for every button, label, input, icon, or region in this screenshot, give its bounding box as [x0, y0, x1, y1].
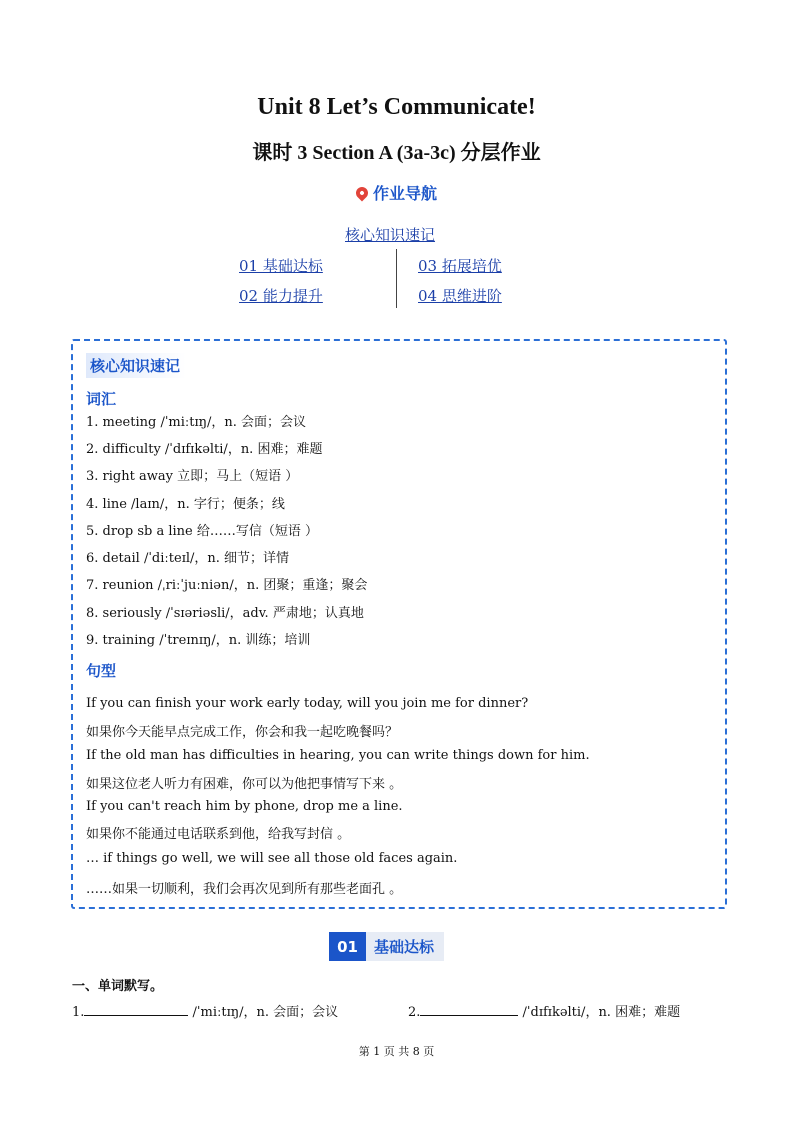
q2-prompt: /ˈdɪfɪkəlti/，n. 困难；难题 — [522, 1005, 681, 1020]
sentence-en: If the old man has difficulties in hearing, you can write things down for him. — [86, 748, 590, 763]
vocab-heading: 词汇 — [86, 390, 117, 408]
sentence-zh: 如果你今天能早点完成工作，你会和我一起吃晚餐吗？ — [86, 725, 399, 740]
question-1 — [72, 1001, 338, 1020]
vocab-item: 4. line /laɪn/，n. 字行；便条；线 — [86, 497, 285, 512]
sentence-en: If you can finish your work early today, will you join me for dinner? — [86, 696, 529, 711]
q1-prompt: /ˈmiːtɪŋ/，n. 会面；会议 — [192, 1005, 339, 1020]
lesson-subtitle: 课时 3 Section A (3a-3c) 分层作业 — [252, 142, 541, 164]
q2-number: 2. — [408, 1005, 421, 1020]
core-knowledge-box — [71, 339, 727, 909]
nav-link-core-knowledge[interactable]: 核心知识速记 — [345, 226, 436, 244]
exercise-title: 一、单词默写。 — [72, 979, 164, 994]
sentence-zh: 如果这位老人听力有困难，你可以为他把事情写下来 。 — [86, 777, 403, 792]
location-pin-icon — [353, 185, 370, 202]
nav-title: 作业导航 — [372, 184, 437, 203]
page-title: Unit 8 Let’s Communicate! — [257, 94, 536, 120]
vocab-item: 9. training /ˈtreɪnɪŋ/，n. 训练；培训 — [86, 633, 311, 648]
nav-divider — [396, 249, 397, 308]
sentence-en: … if things go well, we will see all those old faces again. — [86, 851, 458, 866]
section-01-badge — [329, 932, 444, 961]
nav-link-04-thinking[interactable]: 04 思维进阶 — [418, 287, 502, 305]
vocab-item: 2. difficulty /ˈdɪfɪkəlti/，n. 困难；难题 — [86, 442, 323, 457]
sentence-heading: 句型 — [86, 662, 117, 680]
q2-answer-blank[interactable] — [420, 1003, 518, 1016]
nav-link-02-ability[interactable]: 02 能力提升 — [239, 287, 323, 305]
homework-nav-heading — [0, 181, 793, 204]
sentence-en: If you can't reach him by phone, drop me a line. — [86, 799, 403, 814]
nav-link-01-basic[interactable]: 01 基础达标 — [239, 257, 323, 275]
vocab-item: 7. reunion /ˌriːˈjuːniən/，n. 团聚；重逢；聚会 — [86, 578, 368, 593]
sentence-zh: ……如果一切顺利，我们会再次见到所有那些老面孔 。 — [86, 882, 403, 897]
page-footer: 第 1 页 共 8 页 — [358, 1045, 435, 1058]
vocab-item: 5. drop sb a line 给……写信（短语 ） — [86, 524, 319, 539]
sentence-zh: 如果你不能通过电话联系到他，给我写封信 。 — [86, 827, 351, 842]
q1-number: 1. — [72, 1005, 85, 1020]
vocab-item: 8. seriously /ˈsɪəriəsli/，adv. 严肃地；认真地 — [86, 606, 364, 621]
section-label: 基础达标 — [366, 932, 444, 961]
q1-answer-blank[interactable] — [84, 1003, 188, 1016]
nav-link-03-extension[interactable]: 03 拓展培优 — [418, 257, 502, 275]
vocab-item: 3. right away 立即；马上（短语 ） — [86, 469, 299, 484]
question-2 — [408, 1001, 680, 1020]
section-number: 01 — [329, 932, 366, 961]
core-knowledge-heading: 核心知识速记 — [86, 353, 186, 378]
vocab-item: 6. detail /ˈdiːteɪl/，n. 细节；详情 — [86, 551, 290, 566]
vocab-item: 1. meeting /ˈmiːtɪŋ/，n. 会面；会议 — [86, 415, 307, 430]
